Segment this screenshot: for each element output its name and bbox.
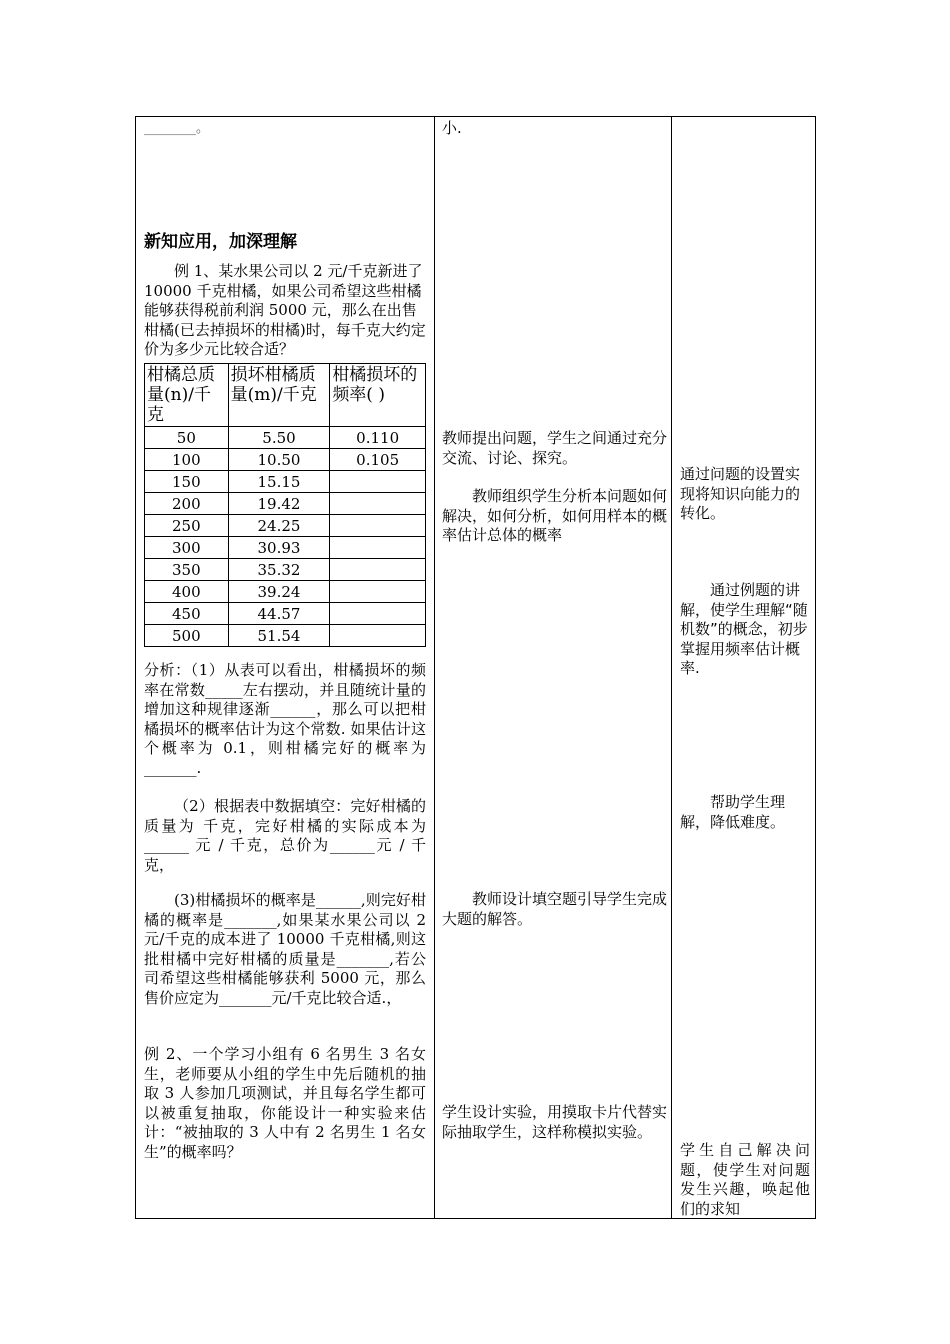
cell-frequency: 0.105 bbox=[330, 449, 426, 471]
cell-damaged-mass: 51.54 bbox=[228, 625, 330, 647]
table-row bbox=[145, 449, 426, 471]
cell-total-mass: 250 bbox=[145, 515, 229, 537]
cell-frequency bbox=[330, 493, 426, 515]
cell-frequency bbox=[330, 625, 426, 647]
intent-paragraph-1: 通过问题的设置实现将知识向能力的转化。 bbox=[680, 465, 801, 522]
column-divider-1 bbox=[434, 117, 435, 1218]
cell-frequency bbox=[330, 603, 426, 625]
example-1: 例 1、某水果公司以 2 元/千克新进了 10000 千克柑橘，如果公司希望这些柑橘能够获得税前利润 5000 元，那么在出售柑橘(已去掉损坏的柑橘)时，每千克大约定价为多少元比较合适？ bbox=[144, 262, 426, 358]
intent-paragraph-2: 通过例题的讲解，使学生理解“随机数”的概念，初步掌握用频率估计概率. bbox=[680, 581, 808, 677]
intent-paragraph-3: 帮助学生理解，降低难度。 bbox=[680, 793, 786, 831]
table-row bbox=[145, 427, 426, 449]
activity-paragraph-2: 教师组织学生分析本问题如何解决，如何分析，如何用样本的概率估计总体的概率 bbox=[442, 487, 668, 544]
table-row bbox=[145, 559, 426, 581]
cell-damaged-mass: 5.50 bbox=[228, 427, 330, 449]
cell-damaged-mass: 10.50 bbox=[228, 449, 330, 471]
activity-top: 小. bbox=[442, 119, 462, 137]
cell-damaged-mass: 15.15 bbox=[228, 471, 330, 493]
analysis-1: 分析：（1）从表可以看出，柑橘损坏的频率在常数_____左右摆动，并且随统计量的增加这种规律逐渐______，那么可以把柑橘损坏的概率估计为这个常数. 如果估计这个概率为 0.1，则柑橘完好的概率为_______. bbox=[144, 661, 426, 777]
table-row bbox=[145, 471, 426, 493]
top-blank: ________。 bbox=[144, 121, 210, 136]
table-row bbox=[145, 537, 426, 559]
example-2: 例 2、一个学习小组有 6 名男生 3 名女生，老师要从小组的学生中先后随机的抽取 3 人参加几项测试，并且每名学生都可以被重复抽取，你能设计一种实验来估计：“被抽取的 3 人中有 2 名男生 1 名女生”的概率吗？ bbox=[144, 1045, 426, 1161]
cell-total-mass: 200 bbox=[145, 493, 229, 515]
cell-total-mass: 50 bbox=[145, 427, 229, 449]
content-column bbox=[144, 117, 426, 1218]
table-row bbox=[145, 493, 426, 515]
table-row bbox=[145, 581, 426, 603]
cell-damaged-mass: 24.25 bbox=[228, 515, 330, 537]
cell-damaged-mass: 44.57 bbox=[228, 603, 330, 625]
cell-frequency bbox=[330, 537, 426, 559]
analysis-2: （2）根据表中数据填空：完好柑橘的质量为 千克，完好柑橘的实际成本为______ 元 / 千克，总价为______元 / 千克， bbox=[144, 797, 426, 874]
column-divider-2 bbox=[671, 117, 672, 1218]
cell-frequency: 0.110 bbox=[330, 427, 426, 449]
cell-frequency bbox=[330, 581, 426, 603]
orange-data-table bbox=[144, 363, 426, 647]
cell-damaged-mass: 35.32 bbox=[228, 559, 330, 581]
activity-paragraph-3: 教师设计填空题引导学生完成大题的解答。 bbox=[442, 890, 668, 928]
activity-paragraph-4: 学生设计实验，用摸取卡片代替实际抽取学生，这样称模拟实验。 bbox=[442, 1103, 668, 1141]
cell-total-mass: 350 bbox=[145, 559, 229, 581]
cell-total-mass: 500 bbox=[145, 625, 229, 647]
cell-total-mass: 300 bbox=[145, 537, 229, 559]
cell-frequency bbox=[330, 515, 426, 537]
cell-total-mass: 400 bbox=[145, 581, 229, 603]
intent-column bbox=[680, 117, 810, 1218]
cell-total-mass: 100 bbox=[145, 449, 229, 471]
header-damage-frequency: 柑橘损坏的频率( ) bbox=[330, 364, 426, 427]
table-row bbox=[145, 625, 426, 647]
cell-total-mass: 150 bbox=[145, 471, 229, 493]
table-row bbox=[145, 603, 426, 625]
activity-paragraph-1: 教师提出问题，学生之间通过充分交流、讨论、探究。 bbox=[442, 429, 668, 467]
cell-damaged-mass: 30.93 bbox=[228, 537, 330, 559]
header-damaged-mass: 损坏柑橘质量(m)/千克 bbox=[228, 364, 330, 427]
cell-frequency bbox=[330, 471, 426, 493]
section-heading: 新知应用，加深理解 bbox=[144, 232, 297, 252]
header-total-mass: 柑橘总质量(n)/千克 bbox=[145, 364, 229, 427]
intent-paragraph-4: 学生自己解决问题，使学生对问题发生兴趣，唤起他们的求知 bbox=[680, 1141, 810, 1218]
cell-total-mass: 450 bbox=[145, 603, 229, 625]
cell-frequency bbox=[330, 559, 426, 581]
activity-column bbox=[442, 117, 670, 1218]
lesson-plan-table bbox=[135, 116, 816, 1219]
cell-damaged-mass: 39.24 bbox=[228, 581, 330, 603]
table-row bbox=[145, 515, 426, 537]
analysis-3: (3)柑橘损坏的概率是______,则完好柑橘的概率是_______,如果某水果公司以 2 元/千克的成本进了 10000 千克柑橘,则这批柑橘中完好柑橘的质量是_______,若公司希望这些柑橘能够获利 5000 元，那么售价应定为_______元/千克比较合适.， bbox=[144, 891, 426, 1007]
cell-damaged-mass: 19.42 bbox=[228, 493, 330, 515]
